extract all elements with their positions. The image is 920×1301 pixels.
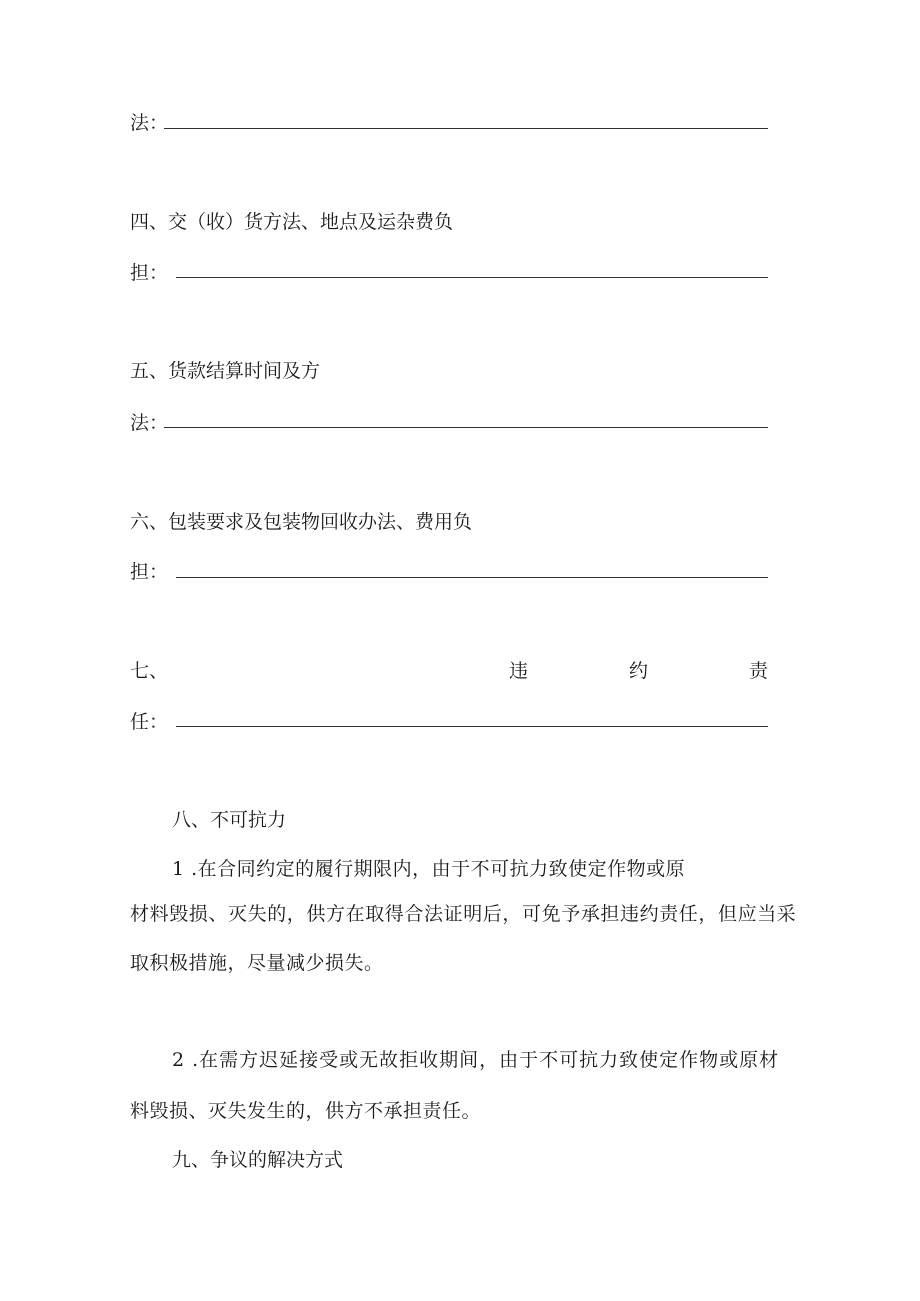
section4-label-tail: 担： <box>130 262 169 284</box>
section4-fill-line[interactable] <box>176 277 768 278</box>
section7-title-part: 违 <box>508 660 528 682</box>
section7-title-part: 约 <box>628 660 648 682</box>
section7-fill-line[interactable] <box>176 726 768 727</box>
section8-item2-line1: 2 .在需方迟延接受或无故拒收期间，由于不可抗力致使定作物或原材 <box>172 1049 780 1071</box>
section6-label-tail: 担： <box>130 561 169 583</box>
section6-fill-line[interactable] <box>176 577 768 578</box>
section9-title: 九、争议的解决方式 <box>172 1149 344 1171</box>
section5-fill-line[interactable] <box>164 427 768 428</box>
section3-fill-line[interactable] <box>164 128 768 129</box>
section7-title <box>130 656 768 683</box>
section8-title: 八、不可抗力 <box>172 809 287 831</box>
section6-title: 六、包装要求及包装物回收办法、费用负 <box>130 511 473 533</box>
section7-title-part: 七、 <box>130 660 169 682</box>
section8-item1-line2: 材料毁损、灭失的，供方在取得合法证明后，可免予承担违约责任，但应当采 <box>130 903 797 925</box>
section4-title: 四、交（收）货方法、地点及运杂费负 <box>130 211 454 233</box>
section5-label-tail: 法： <box>130 412 169 434</box>
section7-title-part: 责 <box>748 660 768 682</box>
section8-item2-line2: 料毁损、灭失发生的，供方不承担责任。 <box>130 1100 482 1122</box>
section3-label-tail: 法： <box>130 112 169 134</box>
section8-item1-line3: 取积极措施，尽量减少损失。 <box>130 952 384 974</box>
section8-item1-line1: 1 .在合同约定的履行期限内，由于不可抗力致使定作物或原 <box>172 858 686 880</box>
section7-label-tail: 任： <box>130 711 169 733</box>
section5-title: 五、货款结算时间及方 <box>130 360 321 382</box>
